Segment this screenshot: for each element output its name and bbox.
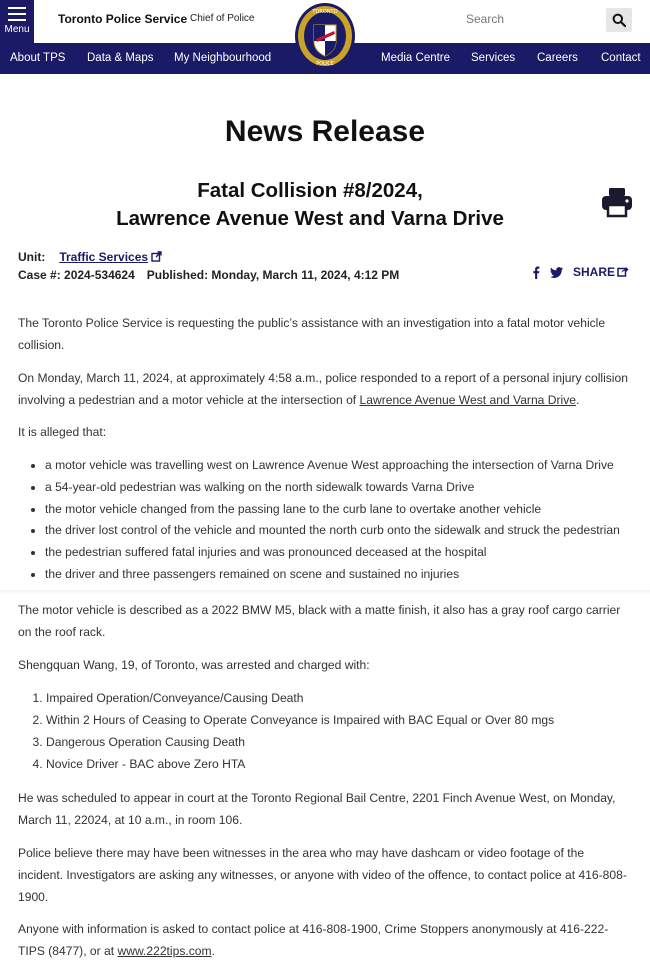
list-item: • the driver and three passengers remained on scene and sustained no injuries xyxy=(45,564,645,586)
location-map-link[interactable]: Lawrence Avenue West and Varna Drive xyxy=(359,393,576,407)
nav-data-maps[interactable]: Data & Maps xyxy=(87,52,154,64)
external-link-icon xyxy=(151,251,162,262)
list-item: 3. Dangerous Operation Causing Death xyxy=(46,731,646,753)
paragraph-intro: The Toronto Police Service is requesting the public’s assistance with an investigation into a fatal motor vehicle collision. xyxy=(18,316,606,352)
paragraph-incident xyxy=(18,367,630,411)
incident-text-end: . xyxy=(576,393,580,407)
contact-text-end: . xyxy=(211,944,215,958)
list-item: 4. Novice Driver - BAC above Zero HTA xyxy=(46,753,646,775)
paragraph-witnesses: Police believe there may have been witnesses in the area who may have dashcam or video footage of the incident. Investigators are asking any witnesses, or anyone with video of the offence, to contact police at 416-808-1900. xyxy=(18,846,627,904)
search-icon xyxy=(612,13,626,27)
paragraph-arrest: Shengquan Wang, 19, of Toronto, was arrested and charged with: xyxy=(18,658,370,672)
page-heading: News Release xyxy=(224,115,426,148)
article-title xyxy=(0,177,620,233)
list-item: • the motor vehicle changed from the passing lane to the curb lane to overtake another vehicle xyxy=(45,499,645,521)
share-button[interactable] xyxy=(573,265,629,279)
paragraph-alleged: It is alleged that: xyxy=(18,425,107,439)
twitter-icon[interactable] xyxy=(550,267,563,278)
paragraph-contact xyxy=(18,918,630,962)
nav-services[interactable]: Services xyxy=(471,52,516,64)
print-icon[interactable] xyxy=(600,186,634,220)
share-label: SHARE xyxy=(573,265,616,279)
crime-stoppers-link[interactable]: www.222tips.com xyxy=(117,944,212,958)
search-button[interactable] xyxy=(606,8,632,32)
menu-button[interactable] xyxy=(0,0,34,43)
charges-list xyxy=(18,687,646,775)
nav-my-neighbourhood[interactable]: My Neighbourhood xyxy=(174,52,272,64)
share-bar xyxy=(532,265,629,279)
published-date: Published: Monday, March 11, 2024, 4:12 PM xyxy=(146,268,400,282)
nav-careers[interactable]: Careers xyxy=(537,52,578,64)
unit-row xyxy=(18,250,162,264)
list-item: 2. Within 2 Hours of Ceasing to Operate Conveyance is Impaired with BAC Equal or Over 80 mgs xyxy=(46,709,646,731)
hamburger-icon xyxy=(8,7,26,25)
divider xyxy=(0,590,650,594)
paragraph-court: He was scheduled to appear in court at the Toronto Regional Bail Centre, 2201 Finch Avenue West, on Monday, March 11, 22024, at 10 a.m., in room 106. xyxy=(18,791,616,827)
incident-text: On Monday, March 11, 2024, at approximately 4:58 a.m., police responded to a report of a personal injury collision involving a pedestrian and a motor vehicle at the intersection of xyxy=(18,371,628,407)
nav-about-tps[interactable]: About TPS xyxy=(10,52,66,64)
list-item: • the driver lost control of the vehicle and mounted the north curb onto the sidewalk and struck the pedestrian xyxy=(45,520,645,542)
list-item: 1. Impaired Operation/Conveyance/Causing Death xyxy=(46,687,646,709)
unit-link[interactable] xyxy=(59,250,148,264)
article-title-line1: Fatal Collision #8/2024, xyxy=(197,179,423,202)
facebook-icon[interactable] xyxy=(532,266,540,279)
nav-contact[interactable]: Contact xyxy=(601,52,641,64)
allegations-list xyxy=(18,455,645,586)
search-input[interactable]: Search xyxy=(466,12,505,26)
tps-crest-logo[interactable] xyxy=(294,1,356,71)
crest-text-bottom: POLICE xyxy=(316,61,334,67)
list-item: • a motor vehicle was travelling west on Lawrence Avenue West approaching the intersection of Varna Drive xyxy=(45,455,645,477)
contact-text: Anyone with information is asked to contact police at 416-808-1900, Crime Stoppers anonymously at 416-222-TIPS (8477), or at xyxy=(18,922,609,958)
menu-label: Menu xyxy=(4,24,30,35)
article-title-line2: Lawrence Avenue West and Varna Drive xyxy=(116,207,504,230)
list-item: • the pedestrian suffered fatal injuries and was pronounced deceased at the hospital xyxy=(45,542,645,564)
share-external-icon xyxy=(617,266,629,277)
case-row xyxy=(18,268,399,282)
nav-media-centre[interactable]: Media Centre xyxy=(381,52,451,64)
paragraph-vehicle: The motor vehicle is described as a 2022 BMW M5, black with a matte finish, it also has a gray roof cargo carrier on the roof rack. xyxy=(18,603,621,639)
unit-value: Traffic Services xyxy=(59,250,149,264)
unit-label: Unit: xyxy=(18,250,46,264)
chief-of-police-link[interactable]: Chief of Police xyxy=(190,13,255,24)
site-brand[interactable]: Toronto Police Service xyxy=(58,12,188,26)
crest-text-top: TORONTO xyxy=(312,9,338,15)
case-number: Case #: 2024-534624 xyxy=(18,268,135,282)
list-item: • a 54-year-old pedestrian was walking on the north sidewalk towards Varna Drive xyxy=(45,477,645,499)
